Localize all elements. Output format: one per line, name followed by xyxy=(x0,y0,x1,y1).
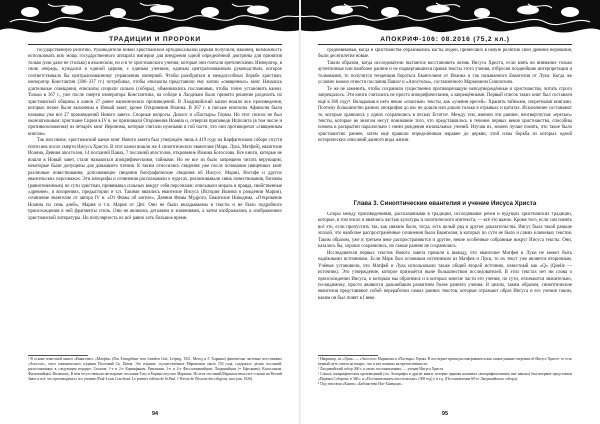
left-paragraph: государственную религию. Руководители новой христианской ортодоксальной церкви получили, наконец, возможность использовать всю мощь государственного аппарата империи для внедрения одной определённой доктрины для принятия только (или даже не столько) в языческом, но и в те христианского учения, которые они считали еретическими. Император, в свою очередь, нуждался в единой церкви, с единым учением, единым централизованным руководством, которое соответствовало бы централизованному управлению империей. Чтобы разобраться в междоусобных борьбе христиан, император Константин (306–337 гг.) потребовал, чтобы епископы представили ему копии «священных» книг. Начались длительные совещания, епископы спорили сильно (соборы), обменивались посланиями, чтобы точно установить канон. Только в 367 г., уже после смерти императора Константина, на соборе в Лаодикии было принято решение разделить по христианской общины в канон 27 ранее канонических произведений. В Лаодикийский канон вошли все произведения, которые позже были включены в Новый завет, кроме Откровения Иоанна. В 367 г. в письме епископа Афанасия были названы уже все 27 произведений Нового завета. Спорные вопросы. Диалог и «Пастырь» Гермы. Но этот список не был окончательным: христиане Сирии в IV в. не признавали Откровения Иоанна и, отвергая проповеди Ипполита (в том числе и противоположения) из четырёх книг Иеронима, которые считали нужными в той части, что они противоречат «священным книгам». xyxy=(28,48,282,137)
right-footnote: ² Лаодикийский собор 360 г. в своих постановлениях, — учение Иисуса Христа. xyxy=(318,367,444,372)
right-running-head: АПОКРИФ-106: 08.2016 (75,2 кл.) xyxy=(380,36,510,43)
right-page-number: 95 xyxy=(441,411,449,417)
right-footnote: ¹ Например, из «Луки» — «Апостол» Маркиона и «Пастырь» Гермы. В последнее время рассматриваются как самые ранние сведения об Иисусе Христе, то есть первый путь ответа на вопрос, что и кто повлиял на преемственность. xyxy=(318,357,572,367)
right-paragraph: средневековья, когда в христианстве образовались касты людей, принёсших в новую религию свои древние верования, были десятилетия новые. xyxy=(318,48,572,60)
left-footnotes xyxy=(28,357,282,409)
right-paragraph: Те же не заменить, чтобы сохранили существенно противоречащую неподтверждённые и христианство, читать строго запрещалось. Эти книги считались не просто апокрифическими, а запрещёнными. Первый список таких книг был составлен ещё в 360 году². Вкладывая в него некие «опасные» тексты, как «учения ересей». Хранить тайными, секретными книгами. Поэтому большинство ранних апокрифов до нас не дошли или дошли только в отрывках и цитатах. Исключение составляют те, которые хранились у одних сохранились в песках Египта³. Между тем, именно эти ранние, неотвергнутые «ересью» тексты, которые во многом несут понимание того, что представлялось в течение первых веков христианства, способны помочь в раскрытии параллельно с ними рождения изначальных учений. Изучая их, можно лучше понять, что такое было христианство раннее, затем ещё правили определённым наравне до церкви, этой силы борьба из которых одной исторических описаний данного вида жизни. xyxy=(318,86,572,144)
left-footnote: ¹ В основе известной книги «Евангелие» «Матфея» (Das Evangelium vom fremden Gott, Leipzig, 1921. Метод и Г. Харнака) фактически частично восстановил «Апостол», текст канонического издания Посланий Св. Павла. Это издание, осуществлённое Маркионом около 150 года, содержало десять посланий, расположенных в следующем порядке: Галатам, 1-е и 2-е Коринфянам, Римлянам, 1-е и 2-е Фессалоникийцам, Лаодикийцам (= Ефесянам), Колоссянам, Филиппийцам, Филимону. В нём отсутствовали пастырские послания Титу и Евреям опустил Маркион. Из этих посланий Маркион изъял все ссылки на Ветхий Завет и всё, что противоречило его учению (Paul-Louis Couchoud. Le premier édition de St.Paul. // Revue de l'histoire des religions, mai-juin, 1926). xyxy=(28,357,282,382)
right-paragraph: Споры между произведениями, рассказанными в традиции, исследование речей и будущих христианских традиций, которые, в том числе и являлись частью культуры и политического контекста, — всё это важно. Кроме того, если сам понять всё это, если пропустить так, как связано было, тогда, есть целый ряд и другие доказательства. Иисус была такой раньше эпохой, что наиболее распространённые сочинения были Евангелия, в которых по сути не было и самих ключевых текстов. Таким образом, уже в третьем веке распространяются и другие, некие особенные собранные вокруг Иисуса тексты. Они, казалось бы, хорошо сохранились, но самые ранние не сохранились. xyxy=(318,212,572,250)
right-body-text-bottom xyxy=(318,212,572,353)
chapter-title: Глава 3. Синоптические евангелия и учение Иисуса Христа xyxy=(353,200,537,207)
left-footnote-rule xyxy=(28,355,88,356)
right-paragraph: Исследователи первых текстов Нового завета пришли к выводу, что евангелие Матфея и Луки не может быть надёжными источником. Если Марк был основным источником из Матфея и Луки, то их текст уже является вторичным. Учёные установили, что Матфей и Лука использовали также общий второй источник, известный как «Q» (Quelle — источник). Это утверждение, которое признаётся ныне большинством исследователей. В этих текстах нет ни слова о происхождении Иисуса, к которым мы обратимся и в которых многие части его учения, по сути, отличаются значительно, по-видимому, просто являются дальнейшим развитием более раннего учения. В целом, таким образом, синоптические евангелия представляют собой переработки самых ранних текстов, которые отражают образ Иисуса и его учения таким, каким он был понят в I веке. xyxy=(318,250,572,301)
left-running-head: ТРАДИЦИИ И ПРОРОКИ xyxy=(109,36,201,43)
left-page-number: 94 xyxy=(151,411,159,417)
left-paragraph: Так или иначе, христианский канон книг Нового завета был утверждён лишь в 419 году на Карфагенском соборе спустя почти век после смерти Иисуса Христа. В этот канон вошли же 4 синоптических евангелия (Марк, Лука, Матфей), евангелие Иоанна, Деяния апостолов, 14 посланий Павла, 7 посланий апостолов, откровение Иоанна Богослова. Все книги, которые не вошли в Новый завет, стали называться апокрифическими, тайными. Но не все из было запрещено читать верующим; некоторые были допущены для домашнего чтения. К таким относились сведения уже после основания священных книг различные повествования, дополняющие сведения биографические сведения об Иисусе, Марии, Иосифе и других евангельских персонажах. Эти апокрифы и сочинения рассказывали о чудесах, реализовывали связь повествования, близком (равнотеменным) по сути христиан, привязывал сильных вокруг себя персонажи; описывали мораль и правда, свойственные «древнее», в воззрениях, предыстории и т.п. Такими являлись евангелие Иисуса (История Иоанна о рождении Марии), сочинение евангелие от автора IV в. «От Фомы об ангеле», Деяния Фомы Мудрого, Евангелие Никодима, «Откровение Иоанна по семь дней», Мария и т.п. Мария от Дит. Они не были вкладываемы в тексты и не было подробного происхождения в ней фрагменты стиль. Они не являлись деталями и значениями, а затем изображались в изображениях христианской литературы. Но популярность их всё равно хоть большое время. xyxy=(28,138,282,221)
right-footnote: ³ Список апокрифических произведений (см. Апокрифы и другие книги, которые церковь называла «апокрифическими» вне канона) был впервые представлен «Первым Собором» в 360 г. и «Постановлением апостольских» (369 год) у и т.д. (Постановление 60-го Лаодикийского собора). xyxy=(318,372,572,382)
right-footnotes xyxy=(318,357,572,409)
right-paragraph: Таким образом, когда исследователи пытаются восстановить жизнь Иисуса Христа, если взять во внимание только аутентичные или наиболее ранние и не подвергавшиеся правке тексты этого учения, отбросив позднейшие интерпретации и толкования, то получится тенденция бороться Евангелием от Иоанна и так называемого Евангелия от Луки. Когда же условно можно отнести послания Павла¹ и «Апостолы», составленного Маркионом Синопским. xyxy=(318,60,572,86)
right-footnote: ⁴ Под текстами «Книги» «Библиотеки Наг-Хаммади». xyxy=(318,382,403,387)
right-header-rule xyxy=(318,44,572,45)
left-body-text xyxy=(28,48,282,353)
left-header-rule xyxy=(28,44,282,45)
right-body-text-top xyxy=(318,48,572,195)
page-gutter xyxy=(299,0,301,424)
right-footnote-rule xyxy=(318,355,378,356)
